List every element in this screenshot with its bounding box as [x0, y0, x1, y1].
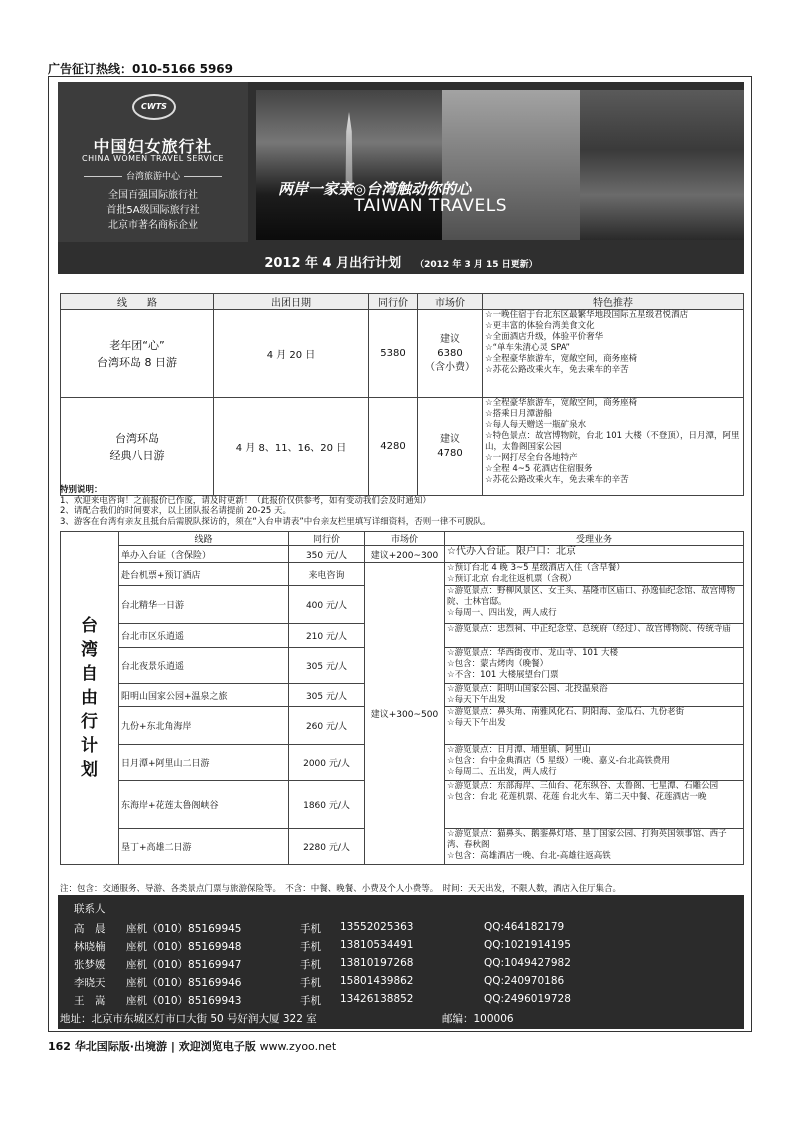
qualification: 全国百强国际旅行社: [108, 190, 198, 201]
contact-row: [74, 957, 734, 975]
tour-table: [60, 293, 744, 496]
col-peer-price: 同行价: [369, 294, 418, 310]
service-item: ☆游览景点：鼻头角、南雅风化石、阴阳海、金瓜石、九份老街: [447, 707, 685, 717]
route-name: 老年团“心”: [109, 338, 165, 352]
feature-item: ☆每人每天赠送一瓶矿泉水: [485, 420, 587, 430]
date-cell: 4 月 8、11、16、20 日: [214, 398, 369, 496]
date-cell: 4 月 20 日: [214, 310, 369, 398]
notes-title: 特别说明：: [60, 485, 103, 495]
contact-row: [74, 921, 734, 939]
contact-mobile-label: 手机: [300, 923, 321, 935]
service-item: ☆包含：台北 花莲机票、花莲 台北火车、第二天中餐、花莲酒店一晚: [447, 792, 707, 802]
plan-update-date: （2012 年 3 月 15 日更新）: [415, 260, 538, 270]
service-item: ☆包含：台中金典酒店（5 星级）一晚、嘉义-台北高铁费用: [447, 756, 670, 766]
price-cell: 305 元/人: [289, 648, 365, 684]
contact-mobile-label: 手机: [300, 941, 321, 953]
company-name-en: CHINA WOMEN TRAVEL SERVICE: [82, 154, 224, 163]
service-cell: [445, 745, 744, 781]
features-cell: [483, 398, 744, 496]
contact-name: 李晓天: [74, 977, 106, 989]
footer-divider: |: [170, 1040, 175, 1053]
edition-name: 华北国际版·出境游: [74, 1040, 167, 1053]
service-cell: [445, 648, 744, 684]
contact-landline[interactable]: 座机（010）85169945: [126, 923, 242, 935]
side-char: 自: [81, 664, 98, 684]
service-cell: [445, 624, 744, 648]
contact-mobile-label: 手机: [300, 977, 321, 989]
route-cell: 日月潭+阿里山二日游: [119, 745, 289, 781]
service-item: ☆每周二、五出发，两人成行: [447, 767, 557, 777]
center-tag: 台湾旅游中心: [58, 169, 248, 182]
free-travel-side-label: [61, 532, 119, 865]
route-cell: 台北市区乐逍遥: [119, 624, 289, 648]
page-number: 162: [48, 1040, 71, 1053]
service-item: ☆包含：蒙古烤肉（晚餐）: [447, 659, 549, 669]
contact-landline[interactable]: 座机（010）85169948: [126, 941, 242, 953]
service-item: ☆游览景点：忠烈祠、中正纪念堂、总统府（经过）、故宫博物院、传统寺庙: [447, 624, 731, 634]
contacts-title: [74, 901, 734, 919]
side-char: 由: [81, 688, 98, 708]
service-item: ☆预订北京 台北往返机票（含税）: [447, 574, 577, 584]
service-item: ☆游览景点：野柳风景区、女王头、基隆市区庙口、孙逸仙纪念馆、故宫博物院、士林官邸。: [447, 586, 736, 607]
service-item: ☆每周一、四出发，两人成行: [447, 608, 557, 618]
service-item: ☆游览景点：华西街夜市、龙山寺、101 大楼: [447, 648, 619, 658]
cwts-logo-icon: CWTS: [132, 94, 176, 120]
contact-name: 林晓楠: [74, 941, 106, 953]
col-route: 线 路: [61, 294, 214, 310]
price-cell: 2280 元/人: [289, 829, 365, 865]
col-peer-price: 同行价: [289, 532, 365, 546]
route-subtitle: 经典八日游: [109, 448, 165, 462]
service-item: ☆游览景点：阳明山国家公园、北投温泉浴: [447, 684, 608, 694]
service-item: ☆每天下午出发: [447, 695, 506, 705]
contact-qq[interactable]: QQ:2496019728: [484, 993, 571, 1005]
market-price-cell: 建议+300~500: [365, 563, 445, 865]
service-cell: [445, 781, 744, 829]
side-char: 台: [81, 616, 98, 636]
address-row: [58, 1011, 718, 1029]
price-cell: 260 元/人: [289, 707, 365, 745]
col-market-price: 市场价: [418, 294, 483, 310]
contact-landline[interactable]: 座机（010）85169947: [126, 959, 242, 971]
service-cell: [445, 563, 744, 586]
route-subtitle: 台湾环岛 8 日游: [97, 355, 177, 369]
table-header-row: [61, 532, 744, 546]
qualification: 北京市著名商标企业: [108, 220, 198, 231]
price-cell: 305 元/人: [289, 684, 365, 707]
service-item: ☆不含：101 大楼展望台门票: [447, 670, 559, 680]
postcode: 邮编：100006: [442, 1013, 514, 1025]
feature-item: ☆全面酒店升级，体验平价奢华: [485, 332, 604, 342]
side-char: 湾: [81, 640, 98, 660]
route-name: 台湾环岛: [115, 431, 159, 445]
table-row: [61, 546, 744, 563]
col-route: 线路: [119, 532, 289, 546]
service-item: ☆游览景点：日月潭、埔里镇、阿里山: [447, 745, 591, 755]
route-cell: 赴台机票+预订酒店: [119, 563, 289, 586]
footer-site-link[interactable]: www.zyoo.net: [259, 1040, 337, 1053]
ad-hotline: 广告征订热线：010-5166 5969: [48, 62, 234, 76]
contact-qq[interactable]: QQ:1021914195: [484, 939, 571, 951]
slogan-cn: 两岸一家亲◎台湾触动你的心: [278, 180, 472, 198]
peer-price-cell: 5380: [369, 310, 418, 398]
price-cell: 400 元/人: [289, 586, 365, 624]
feature-item: ☆全程豪华旅游车，宽敞空间，商务座椅: [485, 398, 638, 408]
contact-name: 王 嵩: [74, 995, 106, 1007]
service-item: ☆游览景点：猫鼻头、鹅銮鼻灯塔、垦丁国家公园、打狗英国领事馆、西子湾、春秋阁: [447, 829, 727, 850]
contact-mobile[interactable]: 13810534491: [340, 939, 414, 951]
table-header-row: [61, 294, 744, 310]
contact-mobile[interactable]: 13426138852: [340, 993, 414, 1005]
route-cell: 阳明山国家公园+温泉之旅: [119, 684, 289, 707]
feature-item: ☆一网打尽全台各地特产: [485, 453, 578, 463]
service-cell: [445, 707, 744, 745]
price-cell: 350 元/人: [289, 546, 365, 563]
contact-qq[interactable]: QQ:1049427982: [484, 957, 571, 969]
slogan-en: TAIWAN TRAVELS: [354, 196, 508, 216]
contact-mobile[interactable]: 15801439862: [340, 975, 414, 987]
contacts-title-text: 联系人: [74, 903, 106, 915]
plan-title: [58, 252, 744, 271]
feature-item: ☆更丰富的体验台湾美食文化: [485, 321, 595, 331]
qualification: 首批5A级国际旅行社: [106, 205, 200, 216]
col-date: 出团日期: [214, 294, 369, 310]
service-cell: [445, 586, 744, 624]
price-cell: 来电咨询: [289, 563, 365, 586]
page-footer: [48, 1038, 336, 1054]
contact-name: 张梦媛: [74, 959, 106, 971]
queen-head-rock-photo: [442, 90, 580, 240]
feature-item: ☆苏花公路改乘火车，免去乘车的辛苦: [485, 475, 629, 485]
feature-item: ☆苏花公路改乘火车，免去乘车的辛苦: [485, 365, 629, 375]
route-cell: 台北精华一日游: [119, 586, 289, 624]
service-item: ☆游览景点：东部海岸、三仙台、花东纵谷、太鲁阁、七星潭、石雕公园: [447, 781, 719, 791]
feature-item: ☆特色景点：故宫博物院，台北 101 大楼（不登顶），日月潭，阿里山，太鲁阁国家公园: [485, 431, 740, 452]
feature-item: ☆全程 4~5 花酒店住宿服务: [485, 464, 593, 474]
table-row: [61, 563, 744, 586]
service-item: ☆代办入台证。限户口：北京: [447, 546, 576, 557]
market-price-cell: 建议 6380 （含小费）: [418, 310, 483, 398]
service-cell: [445, 546, 744, 563]
contact-mobile[interactable]: 13810197268: [340, 957, 414, 969]
coast-rock-photo: [580, 90, 744, 240]
side-char: 划: [81, 760, 98, 780]
table-row: [61, 398, 744, 496]
feature-item: ☆全程豪华旅游车，宽敞空间，商务座椅: [485, 354, 638, 364]
contact-row: [74, 993, 734, 1011]
contact-mobile[interactable]: 13552025363: [340, 921, 414, 933]
side-char: 行: [81, 712, 98, 732]
features-cell: [483, 310, 744, 398]
contact-row: [74, 939, 734, 957]
contacts-panel: [58, 895, 744, 1029]
route-cell: 九份+东北角海岸: [119, 707, 289, 745]
contact-mobile-label: 手机: [300, 959, 321, 971]
contact-landline[interactable]: 座机（010）85169943: [126, 995, 242, 1007]
note-item: 2、请配合我们的时间要求，以上团队报名请提前 20-25 天。: [60, 506, 292, 516]
banner: [58, 82, 744, 274]
address: 地址：北京市东城区灯市口大街 50 号好润大厦 322 室: [60, 1013, 317, 1025]
table-row: [61, 310, 744, 398]
service-cell: [445, 684, 744, 707]
route-cell: 台北夜景乐逍遥: [119, 648, 289, 684]
special-notes: [60, 485, 744, 527]
feature-item: ☆“单车朱清心灵 SPA”: [485, 343, 570, 353]
side-char: 计: [81, 736, 98, 756]
price-cell: 2000 元/人: [289, 745, 365, 781]
feature-item: ☆一晚住宿于台北东区最繁华地段国际五星级君悦酒店: [485, 310, 689, 320]
route-cell: 垦丁+高雄二日游: [119, 829, 289, 865]
col-service: 受理业务: [445, 532, 744, 546]
contact-row: [74, 975, 734, 993]
note-item: 1、欢迎来电咨询！之前报价已作废，请及时更新！（此报价仅供参考，如有变动我们会及时通知）: [60, 495, 431, 506]
free-travel-table: [60, 531, 744, 865]
route-cell: [61, 398, 214, 496]
welcome-text: 欢迎浏览电子版: [178, 1040, 256, 1053]
route-cell: 单办入台证（含保险）: [119, 546, 289, 563]
col-features: 特色推荐: [483, 294, 744, 310]
market-price-cell: 建议+200~300: [365, 546, 445, 563]
contact-qq[interactable]: QQ:240970186: [484, 975, 565, 987]
route-cell: 东海岸+花莲太鲁阁峡谷: [119, 781, 289, 829]
market-price-cell: 建议 4780: [418, 398, 483, 496]
logo-panel: [58, 82, 248, 242]
contact-mobile-label: 手机: [300, 995, 321, 1007]
service-item: ☆每天下午出发: [447, 718, 506, 728]
price-cell: 210 元/人: [289, 624, 365, 648]
price-cell: 1860 元/人: [289, 781, 365, 829]
service-item: ☆包含：高雄酒店一晚、台北-高雄往返高铁: [447, 851, 611, 861]
service-item: ☆预订台北 4 晚 3~5 星级酒店入住（含早餐）: [447, 563, 625, 573]
plan-title-text: 2012 年 4 月出行计划: [264, 256, 402, 271]
contact-name: 高 晨: [74, 923, 106, 935]
company-name-cn: 中国妇女旅行社: [93, 137, 213, 156]
peer-price-cell: 4280: [369, 398, 418, 496]
feature-item: ☆搭乘日月潭游船: [485, 409, 553, 419]
contact-qq[interactable]: QQ:464182179: [484, 921, 565, 933]
contact-landline[interactable]: 座机（010）85169946: [126, 977, 242, 989]
route-cell: [61, 310, 214, 398]
col-market-price: 市场价: [365, 532, 445, 546]
note-item: 3、游客在台湾有亲友且抵台后需脱队探访的，须在“入台申请表”中台亲友栏里填写详细资料，否则一律不可脱队。: [60, 516, 491, 527]
footnote: 注：包含：交通服务、导游、各类景点门票与旅游保险等。 不含：中餐、晚餐、小费及个人小费等。 时间：天天出发，不限人数，酒店入住厅集合。: [60, 884, 622, 894]
service-cell: [445, 829, 744, 865]
